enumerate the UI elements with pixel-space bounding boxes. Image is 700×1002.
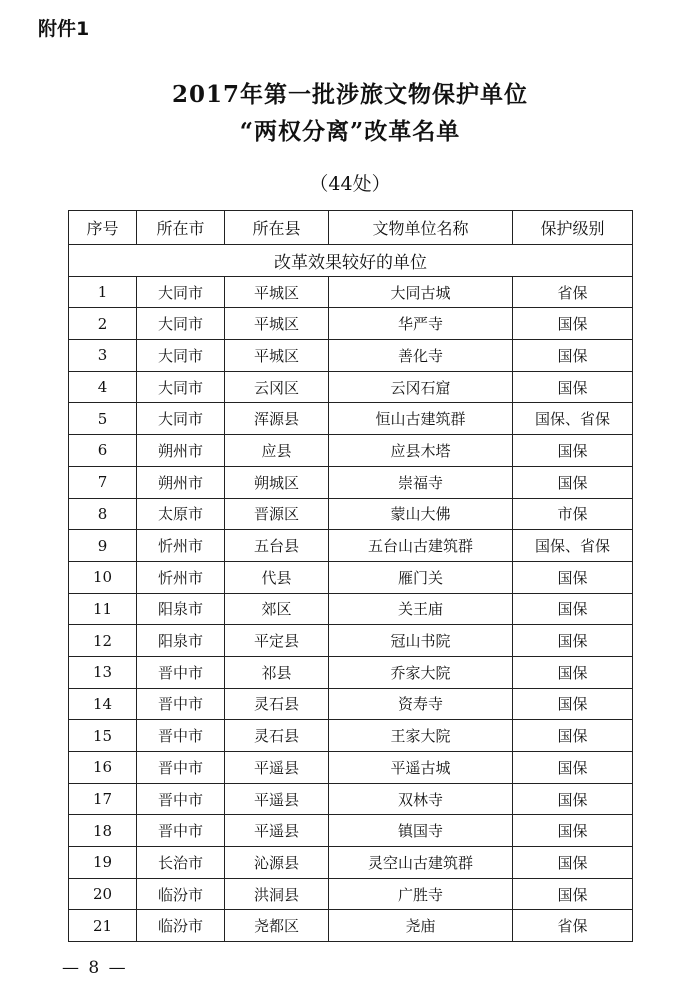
table-row [69, 656, 633, 688]
cell-county: 五台县 [225, 530, 329, 562]
cell-index: 16 [69, 752, 137, 784]
cell-index: 5 [69, 403, 137, 435]
cell-unit-name: 云冈石窟 [329, 371, 513, 403]
cell-city: 朔州市 [137, 466, 225, 498]
cell-county: 浑源县 [225, 403, 329, 435]
title-line-1: 2017年第一批涉旅文物保护单位 [171, 81, 528, 108]
cell-index: 19 [69, 847, 137, 879]
cell-city: 大同市 [137, 340, 225, 372]
table-row [69, 530, 633, 562]
cell-county: 灵石县 [225, 688, 329, 720]
table-row [69, 403, 633, 435]
table-row [69, 466, 633, 498]
cell-city: 晋中市 [137, 688, 225, 720]
cell-protection-level: 国保 [513, 656, 633, 688]
cell-unit-name: 蒙山大佛 [329, 498, 513, 530]
cell-unit-name: 双林寺 [329, 783, 513, 815]
cell-city: 晋中市 [137, 720, 225, 752]
table-row [69, 847, 633, 879]
header-index: 序号 [69, 211, 137, 245]
table-row [69, 340, 633, 372]
cell-county: 平城区 [225, 340, 329, 372]
page-number: — 8 — [62, 958, 128, 978]
cell-county: 郊区 [225, 593, 329, 625]
table-row [69, 593, 633, 625]
cell-city: 忻州市 [137, 561, 225, 593]
title-line-2: “两权分离”改革名单 [239, 118, 461, 145]
cell-unit-name: 华严寺 [329, 308, 513, 340]
unit-count: （44处） [309, 173, 391, 195]
table-row [69, 783, 633, 815]
cell-protection-level: 国保 [513, 720, 633, 752]
cell-unit-name: 大同古城 [329, 276, 513, 308]
cell-county: 云冈区 [225, 371, 329, 403]
table-row [69, 561, 633, 593]
cell-index: 15 [69, 720, 137, 752]
cell-unit-name: 镇国寺 [329, 815, 513, 847]
cell-county: 灵石县 [225, 720, 329, 752]
cell-county: 洪洞县 [225, 878, 329, 910]
table-row [69, 752, 633, 784]
cell-county: 平城区 [225, 276, 329, 308]
cell-city: 阳泉市 [137, 625, 225, 657]
cell-county: 朔城区 [225, 466, 329, 498]
cell-unit-name: 雁门关 [329, 561, 513, 593]
cell-unit-name: 善化寺 [329, 340, 513, 372]
cell-city: 太原市 [137, 498, 225, 530]
cell-county: 应县 [225, 435, 329, 467]
cell-protection-level: 国保 [513, 625, 633, 657]
header-row [69, 211, 633, 245]
cell-index: 4 [69, 371, 137, 403]
cell-city: 晋中市 [137, 656, 225, 688]
table-row [69, 308, 633, 340]
cell-city: 大同市 [137, 371, 225, 403]
cell-protection-level: 国保、省保 [513, 403, 633, 435]
cell-protection-level: 国保 [513, 878, 633, 910]
attachment-label: 附件1 [38, 18, 90, 40]
cell-county: 晋源区 [225, 498, 329, 530]
cell-index: 20 [69, 878, 137, 910]
cell-protection-level: 国保 [513, 561, 633, 593]
cell-city: 大同市 [137, 276, 225, 308]
cell-protection-level: 国保 [513, 752, 633, 784]
cell-city: 大同市 [137, 308, 225, 340]
table-row [69, 371, 633, 403]
title-block [0, 76, 700, 196]
cell-unit-name: 冠山书院 [329, 625, 513, 657]
header-protection-level: 保护级别 [513, 211, 633, 245]
cell-index: 10 [69, 561, 137, 593]
cell-index: 6 [69, 435, 137, 467]
table-row [69, 910, 633, 942]
cell-unit-name: 王家大院 [329, 720, 513, 752]
cell-protection-level: 省保 [513, 276, 633, 308]
cell-city: 临汾市 [137, 878, 225, 910]
cell-index: 3 [69, 340, 137, 372]
table-row [69, 688, 633, 720]
cell-index: 13 [69, 656, 137, 688]
cell-county: 平遥县 [225, 752, 329, 784]
table-row [69, 878, 633, 910]
cell-unit-name: 应县木塔 [329, 435, 513, 467]
cell-city: 阳泉市 [137, 593, 225, 625]
section-row [69, 245, 633, 277]
cell-protection-level: 国保、省保 [513, 530, 633, 562]
cell-protection-level: 国保 [513, 688, 633, 720]
cell-unit-name: 恒山古建筑群 [329, 403, 513, 435]
cell-city: 朔州市 [137, 435, 225, 467]
cell-county: 平城区 [225, 308, 329, 340]
cell-county: 沁源县 [225, 847, 329, 879]
cell-protection-level: 市保 [513, 498, 633, 530]
cell-index: 14 [69, 688, 137, 720]
cell-protection-level: 国保 [513, 371, 633, 403]
cell-county: 祁县 [225, 656, 329, 688]
cell-city: 忻州市 [137, 530, 225, 562]
cell-protection-level: 国保 [513, 847, 633, 879]
header-unit-name: 文物单位名称 [329, 211, 513, 245]
table-row [69, 276, 633, 308]
header-city: 所在市 [137, 211, 225, 245]
cell-protection-level: 国保 [513, 308, 633, 340]
cell-index: 11 [69, 593, 137, 625]
cell-city: 长治市 [137, 847, 225, 879]
cell-index: 8 [69, 498, 137, 530]
cell-unit-name: 关王庙 [329, 593, 513, 625]
cell-city: 大同市 [137, 403, 225, 435]
cell-index: 12 [69, 625, 137, 657]
table-row [69, 815, 633, 847]
table-row [69, 720, 633, 752]
cell-index: 9 [69, 530, 137, 562]
cell-unit-name: 灵空山古建筑群 [329, 847, 513, 879]
cell-unit-name: 资寿寺 [329, 688, 513, 720]
cell-unit-name: 崇福寺 [329, 466, 513, 498]
cell-county: 平遥县 [225, 783, 329, 815]
cell-protection-level: 国保 [513, 783, 633, 815]
table-row [69, 625, 633, 657]
cell-index: 1 [69, 276, 137, 308]
cell-city: 晋中市 [137, 815, 225, 847]
cell-unit-name: 五台山古建筑群 [329, 530, 513, 562]
cell-unit-name: 平遥古城 [329, 752, 513, 784]
cell-protection-level: 国保 [513, 466, 633, 498]
table-row [69, 498, 633, 530]
table-row [69, 435, 633, 467]
cell-protection-level: 省保 [513, 910, 633, 942]
cell-county: 尧都区 [225, 910, 329, 942]
cell-protection-level: 国保 [513, 340, 633, 372]
section-title: 改革效果较好的单位 [69, 245, 633, 277]
units-table [68, 210, 633, 942]
cell-county: 平定县 [225, 625, 329, 657]
cell-index: 21 [69, 910, 137, 942]
cell-index: 2 [69, 308, 137, 340]
cell-city: 晋中市 [137, 752, 225, 784]
cell-unit-name: 广胜寺 [329, 878, 513, 910]
cell-city: 晋中市 [137, 783, 225, 815]
cell-index: 17 [69, 783, 137, 815]
cell-protection-level: 国保 [513, 435, 633, 467]
cell-unit-name: 乔家大院 [329, 656, 513, 688]
cell-unit-name: 尧庙 [329, 910, 513, 942]
header-county: 所在县 [225, 211, 329, 245]
cell-protection-level: 国保 [513, 815, 633, 847]
cell-protection-level: 国保 [513, 593, 633, 625]
cell-city: 临汾市 [137, 910, 225, 942]
cell-county: 代县 [225, 561, 329, 593]
cell-index: 7 [69, 466, 137, 498]
cell-county: 平遥县 [225, 815, 329, 847]
cell-index: 18 [69, 815, 137, 847]
